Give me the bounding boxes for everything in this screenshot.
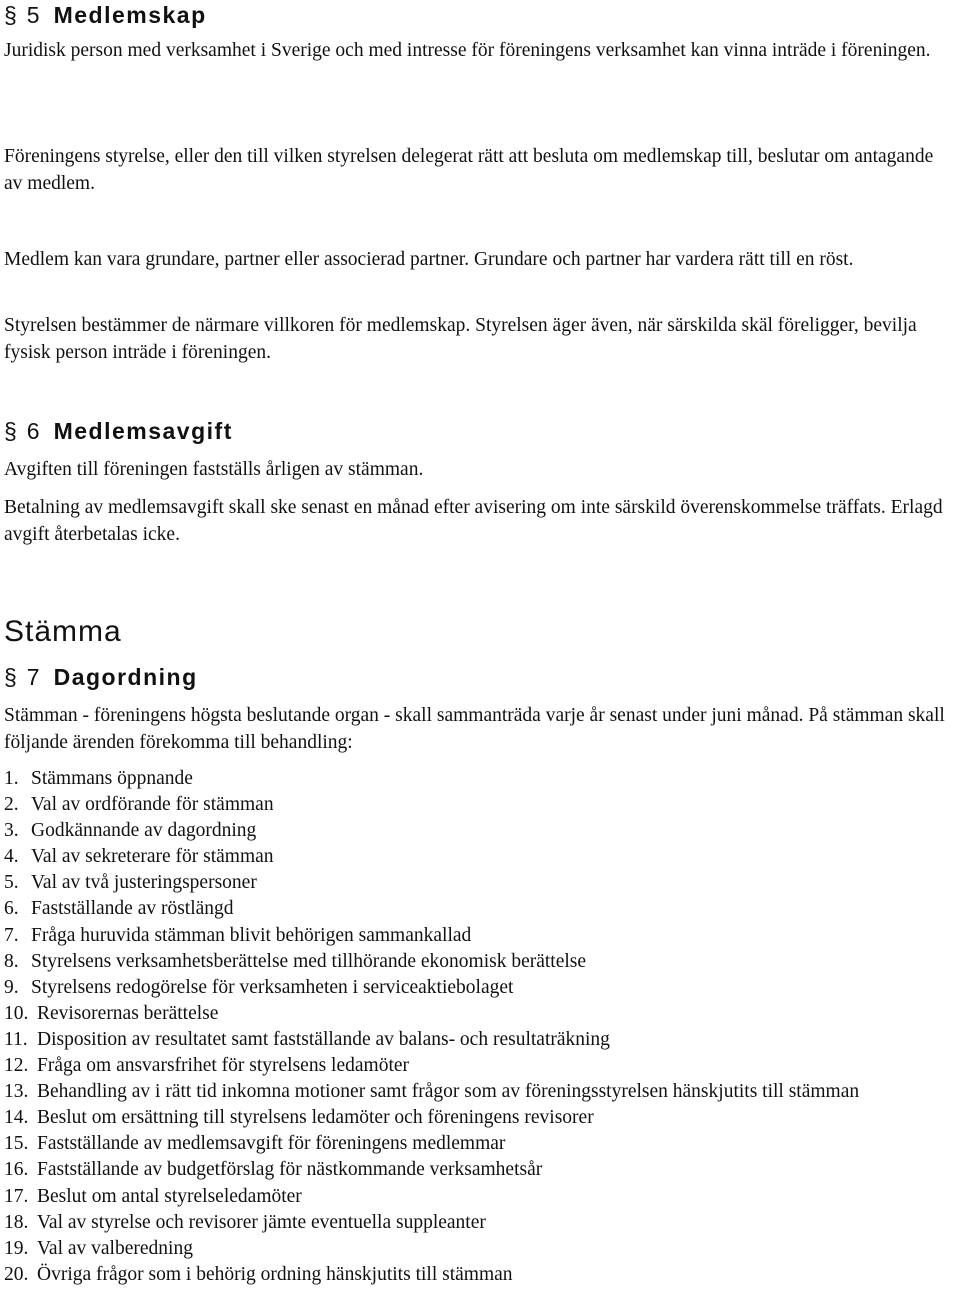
list-item-number: 19. <box>4 1237 29 1259</box>
list-item <box>4 870 956 896</box>
list-item-text: Styrelsens verksamhetsberättelse med tillhörande ekonomisk berättelse <box>31 950 587 972</box>
list-item <box>4 766 956 792</box>
list-item-number: 15. <box>4 1133 29 1155</box>
paragraph: Betalning av medlemsavgift skall ske senast en månad efter avisering om inte särskild överenskommelse träffats. Erlagd avgift återbetalas icke. <box>4 497 943 545</box>
list-item <box>4 949 956 975</box>
section-title: Medlemskap <box>53 2 207 28</box>
list-item-number: 3. <box>4 820 19 842</box>
list-item-text: Fastställande av budgetförslag för nästkommande verksamhetsår <box>37 1159 543 1181</box>
list-item-number: 2. <box>4 794 19 816</box>
list-item-number: 7. <box>4 924 19 946</box>
list-item-text: Revisorernas berättelse <box>37 1002 219 1024</box>
list-item <box>4 1105 956 1131</box>
list-item <box>4 1001 956 1027</box>
section-heading-5 <box>4 0 207 30</box>
list-item-text: Val av valberedning <box>37 1237 193 1259</box>
list-item-number: 11. <box>4 1028 28 1050</box>
list-item <box>4 818 956 844</box>
list-item-number: 16. <box>4 1159 29 1181</box>
list-item-text: Fastställande av röstlängd <box>31 898 234 920</box>
list-item-number: 9. <box>4 976 19 998</box>
list-item-text: Behandling av i rätt tid inkomna motioner samt frågor som av föreningsstyrelsen hänskjutits till stämman <box>37 1081 860 1103</box>
list-item <box>4 975 956 1001</box>
section-number: 6 <box>26 418 40 444</box>
list-item-text: Val av två justeringspersoner <box>31 872 257 894</box>
list-item-text: Beslut om antal styrelseledamöter <box>37 1185 302 1207</box>
list-item-number: 13. <box>4 1081 29 1103</box>
list-item <box>4 1236 956 1262</box>
list-item-number: 12. <box>4 1055 29 1077</box>
list-item-text: Val av styrelse och revisorer jämte eventuella suppleanter <box>37 1211 486 1233</box>
section-title: Dagordning <box>53 664 198 690</box>
list-item-number: 10. <box>4 1002 29 1024</box>
list-item <box>4 923 956 949</box>
section-sign: § <box>4 418 17 444</box>
list-item <box>4 792 956 818</box>
paragraph: Stämman - föreningens högsta beslutande organ - skall sammanträda varje år senast under juni månad. På stämman skall följande ärenden förekomma till behandling: <box>4 705 945 753</box>
list-item-text: Beslut om ersättning till styrelsens ledamöter och föreningens revisorer <box>37 1107 594 1129</box>
paragraph: Juridisk person med verksamhet i Sverige och med intresse för föreningens verksamhet kan vinna inträde i föreningen. <box>4 40 931 61</box>
list-item <box>4 1210 956 1236</box>
section-heading-6 <box>4 416 233 446</box>
list-item-number: 17. <box>4 1185 29 1207</box>
list-item <box>4 844 956 870</box>
list-item <box>4 1079 956 1105</box>
list-item-text: Fråga huruvida stämman blivit behörigen sammankallad <box>31 924 472 946</box>
list-item <box>4 1262 956 1288</box>
list-item-number: 8. <box>4 950 19 972</box>
list-item-number: 18. <box>4 1211 29 1233</box>
list-item <box>4 1027 956 1053</box>
list-item-text: Fastställande av medlemsavgift för föreningens medlemmar <box>37 1133 506 1155</box>
list-item <box>4 1053 956 1079</box>
chapter-heading: Stämma <box>4 615 122 648</box>
list-item <box>4 1157 956 1183</box>
list-item <box>4 1184 956 1210</box>
list-item-number: 1. <box>4 768 19 789</box>
list-item-text: Styrelsens redogörelse för verksamheten i serviceaktiebolaget <box>31 976 514 998</box>
list-item-number: 20. <box>4 1263 29 1285</box>
list-item <box>4 896 956 922</box>
list-item-text: Disposition av resultatet samt fastställande av balans- och resultaträkning <box>37 1028 610 1050</box>
section-sign: § <box>4 2 17 28</box>
list-item-text: Fråga om ansvarsfrihet för styrelsens ledamöter <box>37 1055 410 1077</box>
paragraph: Avgiften till föreningen fastställs årligen av stämman. <box>4 459 424 480</box>
list-item-number: 14. <box>4 1107 29 1129</box>
section-number: 5 <box>26 2 40 28</box>
section-number: 7 <box>26 664 40 690</box>
agenda-list <box>4 766 956 1288</box>
list-item-text: Val av sekreterare för stämman <box>31 846 274 868</box>
list-item-number: 6. <box>4 898 19 920</box>
list-item-number: 4. <box>4 846 19 868</box>
section-title: Medlemsavgift <box>53 418 233 444</box>
section-sign: § <box>4 664 17 690</box>
paragraph: Medlem kan vara grundare, partner eller associerad partner. Grundare och partner har vardera rätt till en röst. <box>4 249 854 270</box>
list-item-text: Val av ordförande för stämman <box>31 794 274 816</box>
section-heading-7 <box>4 662 198 692</box>
paragraph: Styrelsen bestämmer de närmare villkoren för medlemskap. Styrelsen äger även, när särskilda skäl föreligger, bevilja fysisk person inträde i föreningen. <box>4 315 917 363</box>
list-item-text: Godkännande av dagordning <box>31 820 257 842</box>
paragraph: Föreningens styrelse, eller den till vilken styrelsen delegerat rätt att besluta om medlemskap till, beslutar om antagande av medlem. <box>4 146 934 194</box>
list-item-text: Stämmans öppnande <box>31 768 193 789</box>
list-item-text: Övriga frågor som i behörig ordning hänskjutits till stämman <box>37 1263 513 1285</box>
list-item-number: 5. <box>4 872 19 894</box>
list-item <box>4 1131 956 1157</box>
